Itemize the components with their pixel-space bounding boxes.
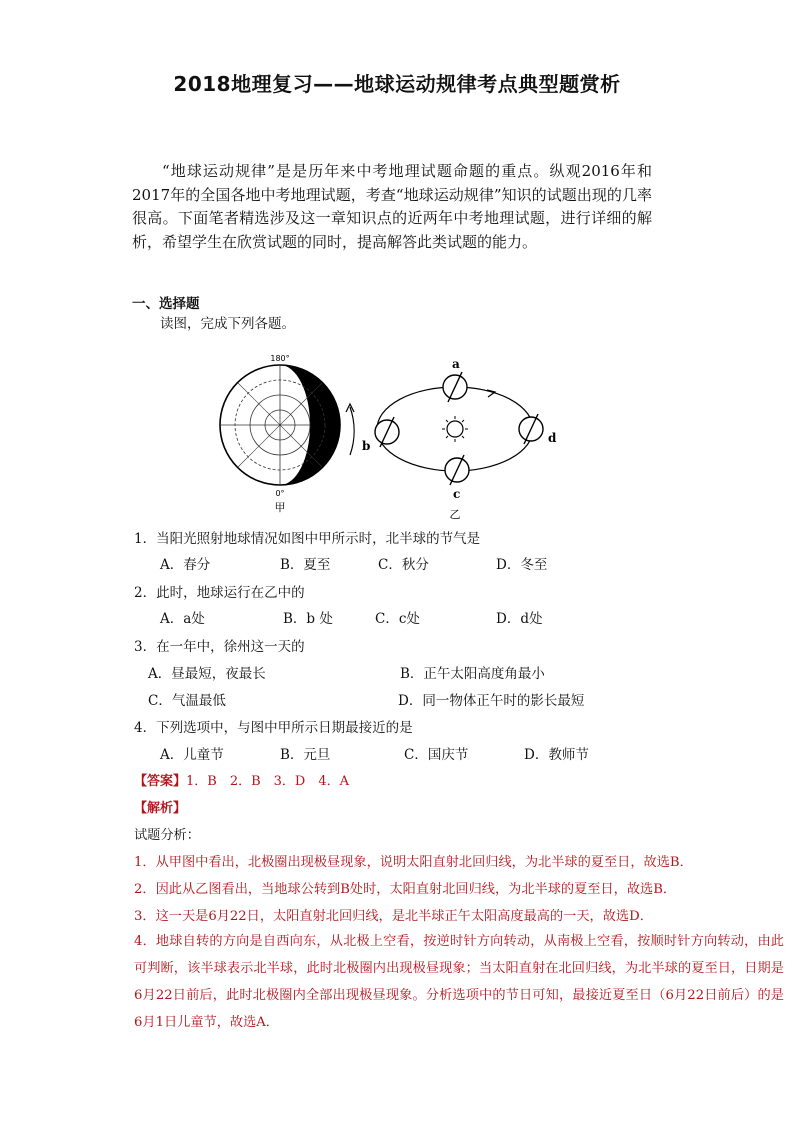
polar-view-diagram <box>220 354 354 514</box>
q1-option-d: D．冬至 <box>496 557 548 573</box>
q4-option-b: B．元旦 <box>280 747 331 763</box>
label-a: a <box>452 357 460 371</box>
instruction-text: 读图，完成下列各题。 <box>160 316 295 332</box>
question-2: 2．此时，地球运行在乙中的 <box>134 585 305 601</box>
label-c: c <box>453 487 461 501</box>
q2-option-a: A．a处 <box>160 611 205 627</box>
analysis-item-3: 3．这一天是6月22日，太阳直射北回归线，是北半球正午太阳高度最高的一天，故选D． <box>134 909 653 924</box>
answer-line <box>134 770 349 789</box>
analysis-label: 【解析】 <box>134 801 187 816</box>
q1-option-b: B．夏至 <box>280 557 331 573</box>
q4-option-c: C．国庆节 <box>404 747 469 763</box>
intro-paragraph <box>132 160 652 254</box>
caption-right: 乙 <box>449 508 461 521</box>
label-d: d <box>548 431 557 445</box>
page-title: 2018地理复习——地球运动规律考点典型题赏析 <box>173 72 621 96</box>
earth-b <box>362 417 399 453</box>
earth-a <box>443 357 467 402</box>
q4-option-d: D．教师节 <box>524 747 589 763</box>
q2-option-b: B．b 处 <box>283 611 333 627</box>
q3-option-d: D．同一物体正午时的影长最短 <box>398 693 585 709</box>
analysis-item-1: 1．从甲图中看出，北极圈出现极昼现象，说明太阳直射北回归线，为北半球的夏至日，故选B． <box>134 855 693 870</box>
label-b: b <box>362 439 371 453</box>
intro-text: “地球运动规律”是是历年来中考地理试题命题的重点。纵观2016年和2017年的全国各地中考地理试题，考查“地球运动规律”知识的试题出现的几率很高。下面笔者精选涉及这一章知识点的近两年中考地理试题，进行详细的解析，希望学生在欣赏试题的同时，提高解答此类试题的能力。 <box>132 162 652 251</box>
question-1: 1．当阳光照射地球情况如图中甲所示时，北半球的节气是 <box>134 531 481 547</box>
q4-option-a: A．儿童节 <box>160 747 224 763</box>
earth-c <box>445 455 469 501</box>
q3-option-b: B．正午太阳高度角最小 <box>400 666 545 682</box>
question-4: 4．下列选项中，与图中甲所示日期最接近的是 <box>134 720 413 736</box>
answer-text: 1．B 2．B 3．D 4．A <box>186 774 350 789</box>
earth-d <box>519 414 557 445</box>
q3-option-c: C．气温最低 <box>148 693 226 709</box>
q1-option-c: C．秋分 <box>378 557 429 573</box>
label-180: 180° <box>270 354 290 363</box>
caption-left: 甲 <box>274 501 286 514</box>
label-0: 0° <box>275 489 285 498</box>
section-heading: 一、选择题 <box>132 296 200 312</box>
q3-option-a: A．昼最短，夜最长 <box>148 666 266 682</box>
analysis-intro: 试题分析： <box>134 828 200 843</box>
q1-option-a: A．春分 <box>160 557 211 573</box>
analysis-item-2: 2．因此从乙图看出，当地球公转到B处时，太阳直射北回归线，为北半球的夏至日，故选B． <box>134 882 677 897</box>
question-3: 3．在一年中，徐州这一天的 <box>134 639 305 655</box>
analysis-item-4: 4．地球自转的方向是自西向东，从北极上空看，按逆时针方向转动，从南极上空看，按顺时针方向转动，由此可判断，该半球表示北半球，此时北极圈内出现极昼现象；当太阳直射在北回归线，为北半球的夏至日，日期是6月22日前后，此时北极圈内全部出现极昼现象。分析选项中的节日可知，最接近夏至日（6月22日前后）的是6月1日儿童节，故选A． <box>134 934 784 1030</box>
sun-icon <box>442 416 468 442</box>
q2-option-d: D．d处 <box>496 611 543 627</box>
answer-label: 【答案】 <box>134 774 187 789</box>
q2-option-c: C．c处 <box>375 611 420 627</box>
orbit-diagram <box>362 357 557 521</box>
earth-motion-figure <box>205 352 595 522</box>
